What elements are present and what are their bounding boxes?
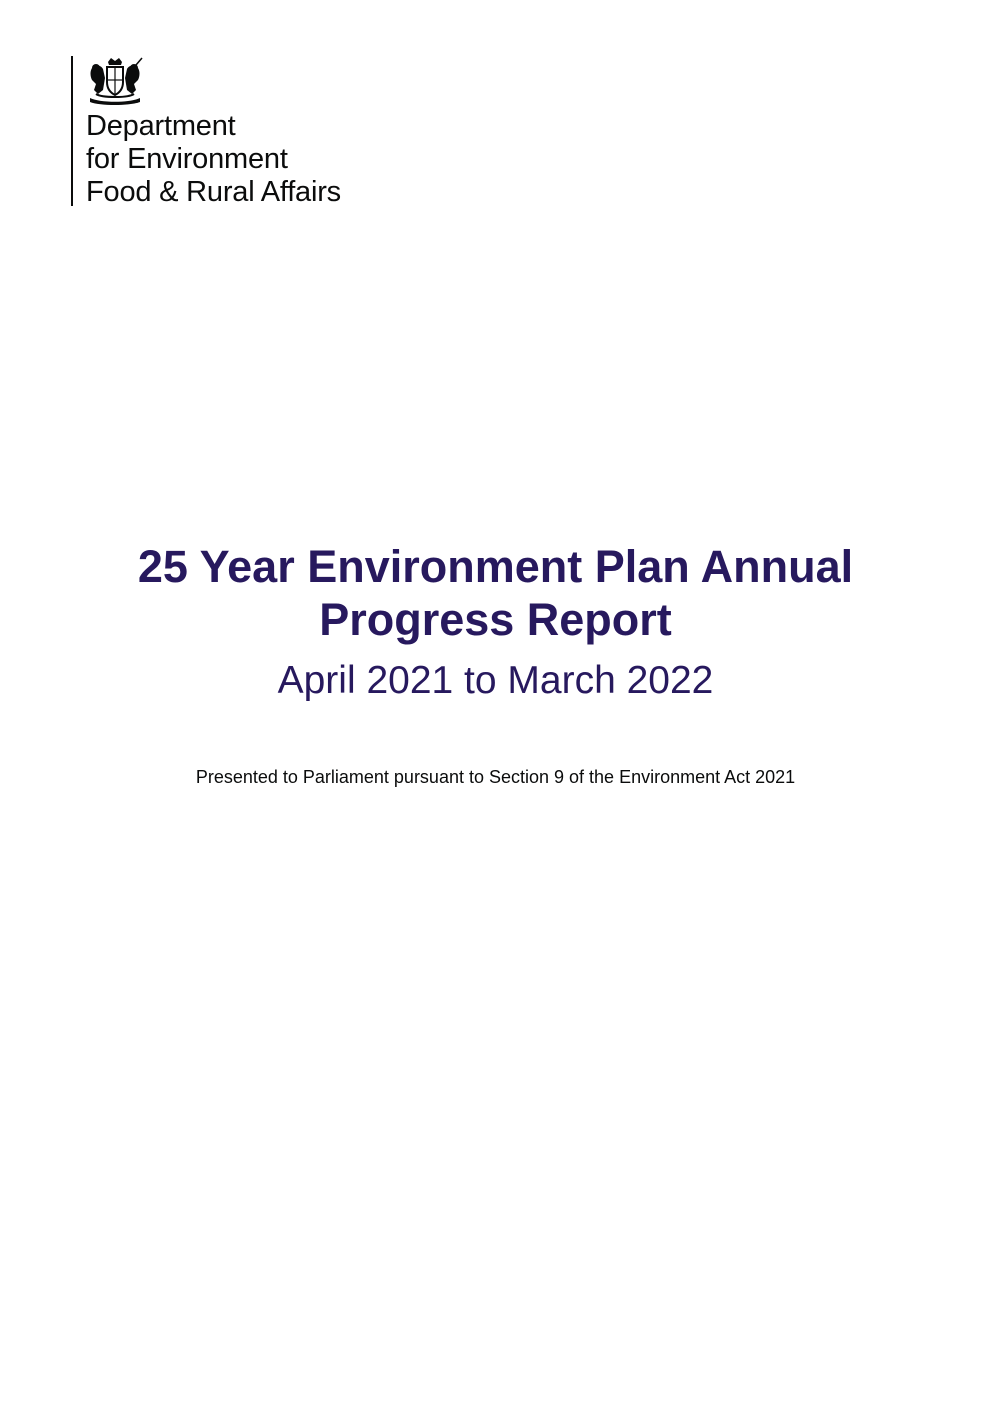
report-title-line-1: 25 Year Environment Plan Annual — [137, 541, 854, 592]
report-title-line-2: Progress Report — [319, 594, 672, 645]
department-name — [86, 110, 341, 209]
report-title-block — [0, 540, 991, 704]
presented-to-parliament-note: Presented to Parliament pursuant to Section 9 of the Environment Act 2021 — [195, 767, 796, 787]
report-period: April 2021 to March 2022 — [277, 659, 714, 702]
department-name-line-2: for Environment — [86, 143, 288, 175]
department-name-line-3: Food & Rural Affairs — [86, 176, 341, 208]
department-name-line-1: Department — [86, 110, 236, 142]
department-logo — [71, 56, 341, 206]
royal-coat-of-arms-icon — [86, 56, 144, 106]
report-title — [0, 540, 991, 646]
